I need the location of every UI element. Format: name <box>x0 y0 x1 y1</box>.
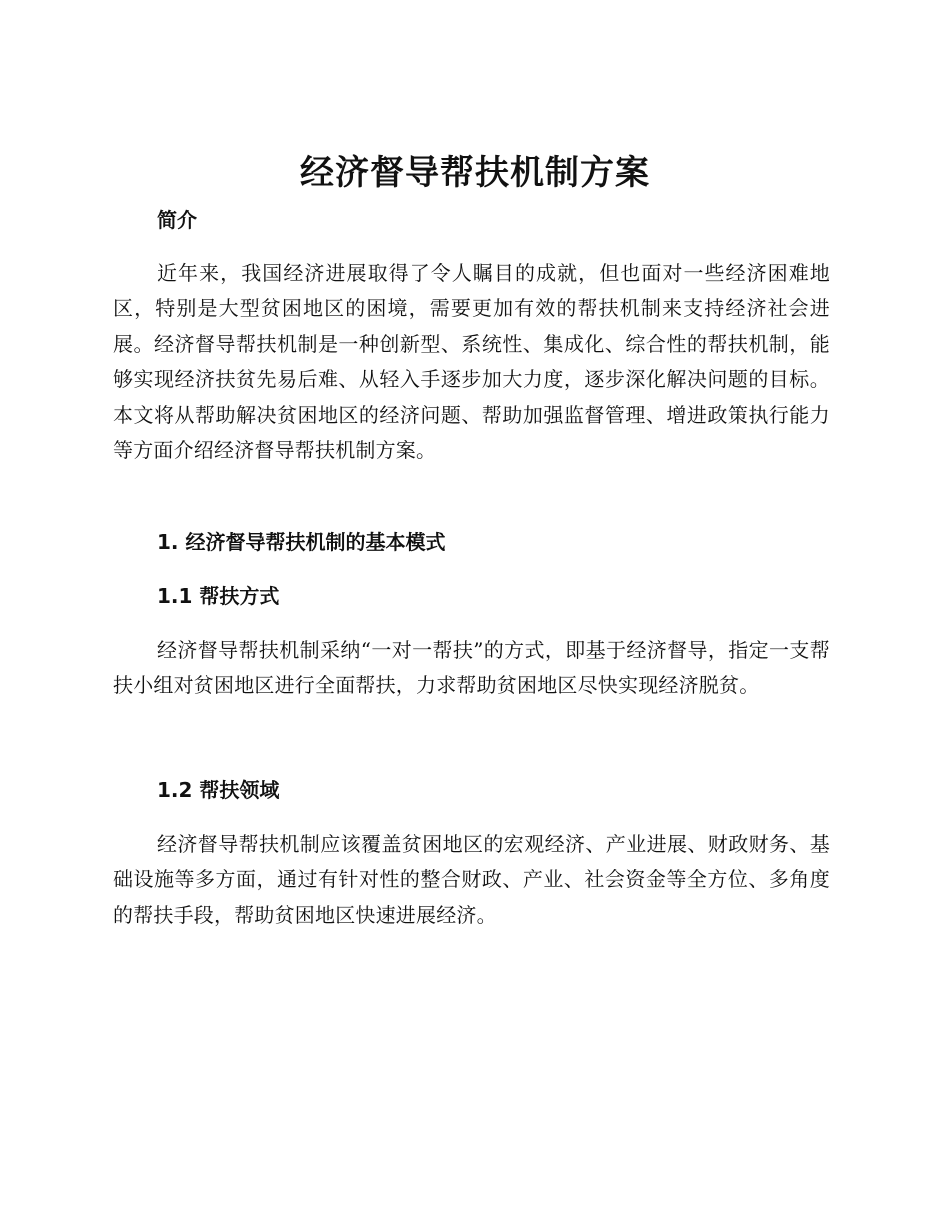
section-1-1-heading: 1.1 帮扶方式 <box>157 584 280 608</box>
section-1-2-heading: 1.2 帮扶领域 <box>157 778 280 802</box>
section-1-1-paragraph: 经济督导帮扶机制采纳“一对一帮扶”的方式，即基于经济督导，指定一支帮扶小组对贫困地区进行全面帮扶，力求帮助贫困地区尽快实现经济脱贫。 <box>113 638 830 698</box>
document-title: 经济督导帮扶机制方案 <box>300 153 650 193</box>
section-1-2-paragraph: 经济督导帮扶机制应该覆盖贫困地区的宏观经济、产业进展、财政财务、基础设施等多方面，通过有针对性的整合财政、产业、社会资金等全方位、多角度的帮扶手段，帮助贫困地区快速进展经济。 <box>113 832 830 927</box>
intro-heading: 简介 <box>157 208 197 232</box>
section-1-heading: 1. 经济督导帮扶机制的基本模式 <box>157 530 446 554</box>
intro-paragraph: 近年来，我国经济进展取得了令人瞩目的成就，但也面对一些经济困难地区，特别是大型贫困地区的困境，需要更加有效的帮扶机制来支持经济社会进展。经济督导帮扶机制是一种创新型、系统性、集成化、综合性的帮扶机制，能够实现经济扶贫先易后难、从轻入手逐步加大力度，逐步深化解决问题的目标。本文将从帮助解决贫困地区的经济问题、帮助加强监督管理、增进政策执行能力等方面介绍经济督导帮扶机制方案。 <box>113 261 830 463</box>
